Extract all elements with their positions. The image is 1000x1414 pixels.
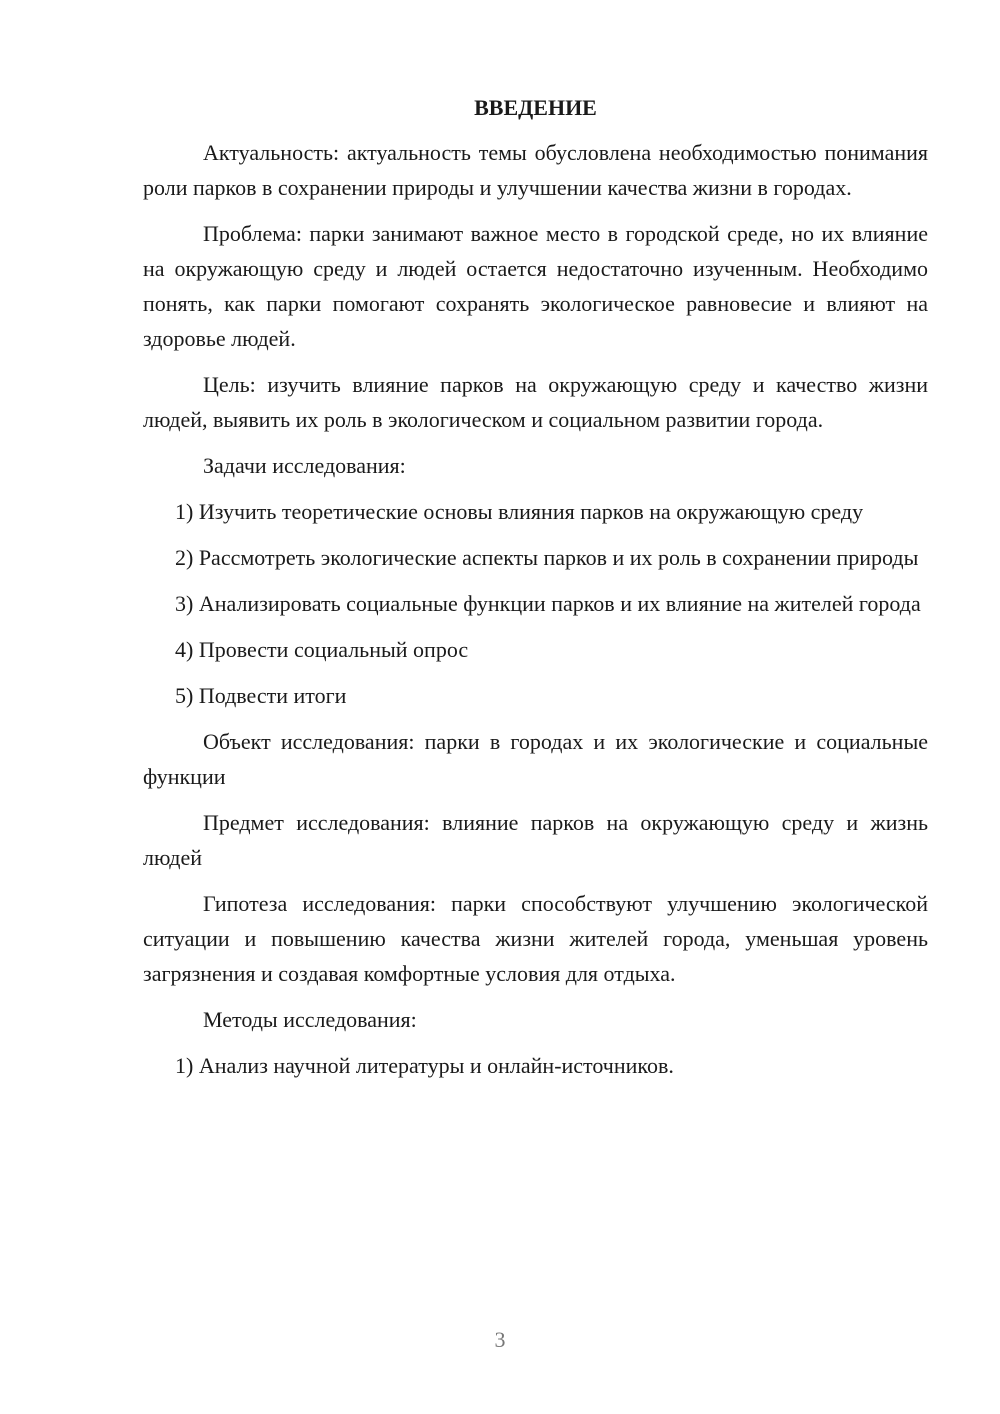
paragraph-goal: Цель: изучить влияние парков на окружающую среду и качество жизни людей, выявить их роль в экологическом и социальном развитии города.: [143, 372, 928, 432]
task-item-4: 4) Провести социальный опрос: [175, 637, 469, 662]
method-item-1: 1) Анализ научной литературы и онлайн-источников.: [175, 1053, 674, 1078]
section-title: ВВЕДЕНИЕ: [474, 95, 597, 120]
document-page: [143, 90, 928, 1094]
paragraph-relevance: Актуальность: актуальность темы обусловлена необходимостью понимания роли парков в сохранении природы и улучшении качества жизни в городах.: [143, 140, 928, 200]
task-item-3: 3) Анализировать социальные функции парков и их влияние на жителей города: [175, 591, 921, 616]
paragraph-methods-heading: Методы исследования:: [203, 1007, 417, 1032]
paragraph-hypothesis: Гипотеза исследования: парки способствуют улучшению экологической ситуации и повышению качества жизни жителей города, уменьшая уровень загрязнения и создавая комфортные условия для отдыха.: [143, 891, 928, 986]
task-item-2: 2) Рассмотреть экологические аспекты парков и их роль в сохранении природы: [175, 545, 919, 570]
paragraph-subject: Предмет исследования: влияние парков на окружающую среду и жизнь людей: [143, 810, 928, 870]
page-number: 3: [494, 1327, 506, 1352]
task-item-5: 5) Подвести итоги: [175, 683, 347, 708]
paragraph-object: Объект исследования: парки в городах и их экологические и социальные функции: [143, 729, 928, 789]
paragraph-problem: Проблема: парки занимают важное место в городской среде, но их влияние на окружающую среду и людей остается недостаточно изученным. Необходимо понять, как парки помогают сохранять экологическое равновесие и влияют на здоровье людей.: [143, 221, 928, 351]
task-item-1: 1) Изучить теоретические основы влияния парков на окружающую среду: [175, 499, 864, 524]
paragraph-tasks-heading: Задачи исследования:: [203, 453, 406, 478]
